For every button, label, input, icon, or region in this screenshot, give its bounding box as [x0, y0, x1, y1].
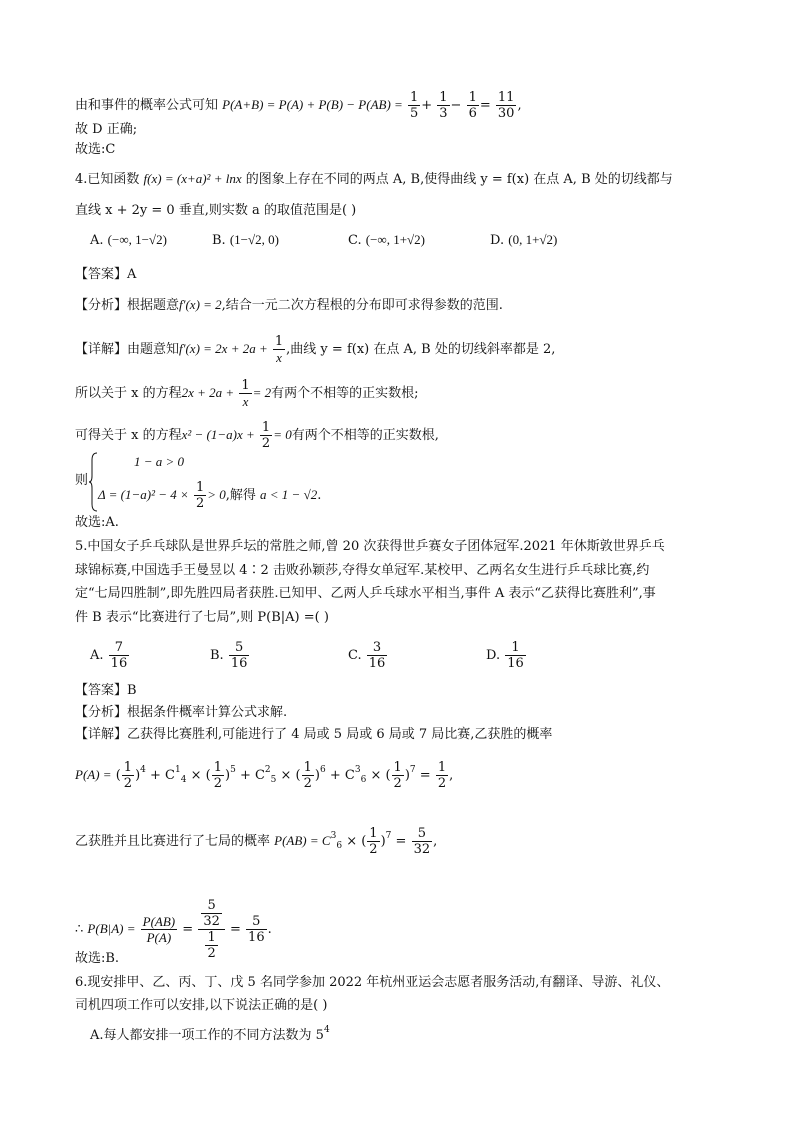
fraction: $\frac{1}{16}$ [507, 640, 524, 671]
fraction: $\frac{1}{3}$ [439, 90, 448, 121]
choose: 故选:A. [75, 515, 119, 530]
fraction: $\frac{7}{16}$ [110, 640, 128, 671]
option-b: B. $\frac{5}{16}$ [210, 640, 248, 671]
brace-icon [88, 452, 98, 512]
system-row-1: 1 − a > 0 [134, 454, 185, 469]
fraction: $\frac{3}{16}$ [368, 640, 386, 671]
option-c: C. $\frac{3}{16}$ [348, 640, 386, 671]
option-a: A. (−∞, 1−√2) [90, 232, 167, 248]
text-line: 可得关于 x 的方程x² − (1−a)x + $\frac{1}{2}$ = 0有两个不相等的正实数根, [75, 420, 439, 451]
fraction: $\frac{1}{2}$ [195, 480, 205, 511]
answer: 【答案】A [75, 267, 137, 282]
text-line: 由和事件的概率公式可知 P(A+B) = P(A) + P(B) − P(AB) = $\frac{1}{5}$ + $\frac{1}{3}$ − $\frac{1}{6}$ = $\frac{11}{30}$ , [75, 90, 522, 121]
system-label: 则 [75, 473, 89, 488]
fraction: $\frac{1}{2}$ [261, 420, 271, 451]
option-c: C. (−∞, 1+√2) [348, 232, 425, 248]
option-a: A.每人都安排一项工作的不同方法数为 $5^4$ [90, 1025, 330, 1043]
question-5-stem: 定“七局四胜制”,即先胜四局者获胜.已知甲、乙两人乒乓球水平相当,事件 A 表示“乙获得比赛胜利”,事 [75, 586, 656, 601]
question-5-stem: 球锦标赛,中国选手王曼昱以 4∶2 击败孙颖莎,夺得女单冠军.某校甲、乙两名女生进行乒乓球比赛,约 [75, 563, 650, 578]
fraction: $\frac{1}{6}$ [468, 90, 477, 121]
text-line: 故 D 正确; [75, 122, 138, 137]
answer: 【答案】B [75, 683, 137, 698]
fraction: $\frac{1}{5}$ [409, 90, 419, 121]
fraction: $\frac{11}{30}$ [497, 90, 515, 121]
question-5-options [90, 640, 730, 680]
detail: 【详解】由题意知f′(x) = 2x + 2a + $\frac{1}{x}$ ,曲线 y = f(x) 在点 A, B 处的切线斜率都是 2, [75, 334, 556, 365]
question-4-options [90, 232, 730, 254]
choose: 故选:B. [75, 951, 120, 966]
question-5-stem: 件 B 表示“比赛进行了七局”,则 P(B|A) =( ) [75, 610, 329, 625]
analysis: 【分析】根据题意f′(x) = 2,结合一元二次方程根的分布即可求得参数的范围. [75, 297, 503, 313]
analysis: 【分析】根据条件概率计算公式求解. [75, 705, 288, 720]
option-d: D. (0, 1+√2) [490, 232, 558, 248]
question-5-stem: 5.中国女子乒乓球队是世界乒坛的常胜之师,曾 20 次获得世乒赛女子团体冠军.2021 年休斯敦世界乒乓 [75, 539, 665, 554]
question-6-stem: 6.现安排甲、乙、丙、丁、戊 5 名同学参加 2022 年杭州亚运会志愿者服务活动,有翻译、导游、礼仪、 [75, 975, 670, 990]
system-row-2: Δ = (1−a)² − 4 × $\frac{1}{2}$ > 0,解得 a < 1 − √2. [98, 480, 322, 511]
detail: 【详解】乙获得比赛胜利,可能进行了 4 局或 5 局或 6 局或 7 局比赛,乙获胜的概率 [75, 727, 553, 742]
fraction: $\frac{5}{16}$ [230, 640, 248, 671]
option-a: A. $\frac{7}{16}$ [90, 640, 128, 671]
option-d: D. $\frac{1}{16}$ [486, 640, 524, 671]
text-line: 所以关于 x 的方程2x + 2a + $\frac{1}{x}$ = 2有两个不相等的正实数根; [75, 378, 419, 409]
fraction: $\frac{1}{x}$ [241, 378, 250, 409]
formula-pab: 乙获胜并且比赛进行了七局的概率 $P(AB) = C^3_6$ × ( $\frac{1}{2}$ )$^7$ = $\frac{5}{32}$ , [75, 826, 438, 857]
formula-pa: P(A) = ( $\frac{1}{2}$ )$^4 + C^1_4$ × ( $\frac{1}{2}$ )$^5 + C^2_5$ × ( $\frac{1}{2}$ )$^6 + C^3_6$ × ( $\frac{1}{2}$ )$^7$ = $\frac{1}{2}$ , [75, 760, 454, 791]
question-4-stem: 4.已知函数 f(x) = (x+a)² + lnx 的图象上存在不同的两点 A, B,使得曲线 y = f(x) 在点 A, B 处的切线都与 [75, 171, 673, 187]
question-6-stem: 司机四项工作可以安排,以下说法正确的是( ) [75, 998, 328, 1013]
text-line: 故选:C [75, 142, 116, 157]
formula-conditional: ∴ P(B|A) = $\frac{P(AB)}{P(A)}$ = $\frac{\frac{5}{32}}{\frac{1}{2}}$ = $\frac{5}{16}$ . [75, 898, 272, 961]
option-b: B. (1−√2, 0) [212, 232, 279, 248]
fraction: $\frac{1}{x}$ [274, 334, 284, 365]
question-4-stem-cont: 直线 x + 2y = 0 垂直,则实数 a 的取值范围是( ) [75, 203, 357, 218]
